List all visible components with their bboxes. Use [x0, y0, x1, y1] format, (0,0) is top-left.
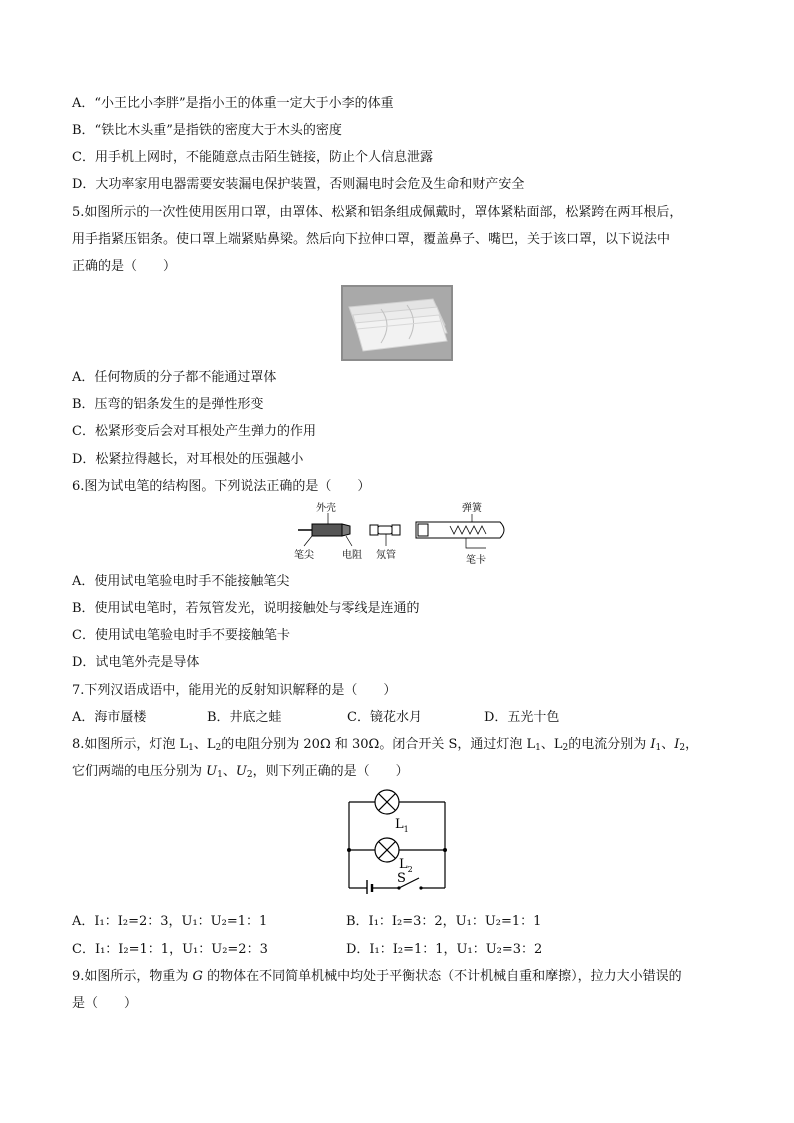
q8-option-b: B．I₁：I₂=3：2，U₁：U₂=1：1: [346, 914, 542, 929]
q8-option-c: C．I₁：I₂=1：1，U₁：U₂=2：3: [72, 942, 268, 957]
label-neon-tube: 氖管: [376, 550, 396, 561]
q7-option-a: A．海市蜃楼: [72, 710, 147, 725]
circuit-diagram: [345, 788, 449, 894]
q6-option-b: B．使用试电笔时，若氖管发光，说明接触处与零线是连通的: [72, 601, 420, 616]
label-l1: $L_1$: [395, 817, 409, 834]
label-l2: $L_2$: [399, 857, 413, 874]
label-tip: 笔尖: [294, 550, 314, 561]
q9-stem-line1: 9.如图所示，物重为 G 的物体在不同简单机械中均处于平衡状态（不计机械自重和摩擦），拉力大小错误的: [72, 969, 682, 984]
q7-option-b: B．井底之蛙: [207, 710, 282, 725]
test-pen-diagram: [290, 500, 520, 564]
q6-stem: 6.图为试电笔的结构图。下列说法正确的是（ ）: [72, 479, 371, 494]
label-resistor: 电阻: [342, 550, 362, 561]
q5-option-b: B．压弯的铝条发生的是弹性形变: [72, 397, 264, 412]
q7-option-d: D．五光十色: [484, 710, 560, 725]
label-shell: 外壳: [316, 503, 336, 514]
q5-stem-line1: 5.如图所示的一次性使用医用口罩，由罩体、松紧和铝条组成佩戴时，罩体紧粘面部，松紧跨在两耳根后，: [72, 205, 683, 220]
q6-option-c: C．使用试电笔验电时手不要接触笔卡: [72, 628, 290, 643]
q7-stem: 7.下列汉语成语中，能用光的反射知识解释的是（ ）: [72, 683, 397, 698]
q8-option-a: A．I₁：I₂=2：3，U₁：U₂=1：1: [72, 914, 268, 929]
q5-stem-line3: 正确的是（ ）: [72, 259, 177, 274]
q4-option-d: D．大功率家用电器需要安装漏电保护装置，否则漏电时会危及生命和财产安全: [72, 177, 525, 192]
label-switch: S: [397, 871, 406, 886]
q4-option-a: A．“小王比小李胖”是指小王的体重一定大于小李的体重: [72, 96, 394, 111]
q8-stem-line1: 8.如图所示，灯泡 $L_1$、$L_2$的电阻分别为 20Ω 和 30Ω。闭合开关 S，通过灯泡 $L_1$、$L_2$的电流分别为 $I_1$、$I_2$，: [72, 737, 699, 753]
q9-stem-line2: 是（ ）: [72, 996, 138, 1011]
q4-option-b: B．“铁比木头重”是指铁的密度大于木头的密度: [72, 123, 342, 138]
q5-stem-line2: 用手指紧压铝条。使口罩上端紧贴鼻梁。然后向下拉伸口罩，覆盖鼻子、嘴巴，关于该口罩，以下说法中: [72, 232, 671, 247]
q6-option-d: D．试电笔外壳是导体: [72, 655, 200, 670]
q8-option-d: D．I₁：I₂=1：1，U₁：U₂=3：2: [346, 942, 543, 957]
label-spring: 弹簧: [462, 503, 482, 514]
q5-option-a: A．任何物质的分子都不能通过罩体: [72, 370, 277, 385]
q5-option-d: D．松紧拉得越长，对耳根处的压强越小: [72, 452, 304, 467]
mask-photo: [341, 285, 453, 361]
q4-option-c: C．用手机上网时，不能随意点击陌生链接，防止个人信息泄露: [72, 150, 433, 165]
q7-option-c: C．镜花水月: [347, 710, 422, 725]
label-clip: 笔卡: [466, 555, 486, 564]
q6-option-a: A．使用试电笔验电时手不能接触笔尖: [72, 574, 290, 589]
q8-stem-line2: 它们两端的电压分别为 $U_1$、$U_2$，则下列正确的是（ ）: [72, 764, 409, 780]
q5-option-c: C．松紧形变后会对耳根处产生弹力的作用: [72, 424, 316, 439]
